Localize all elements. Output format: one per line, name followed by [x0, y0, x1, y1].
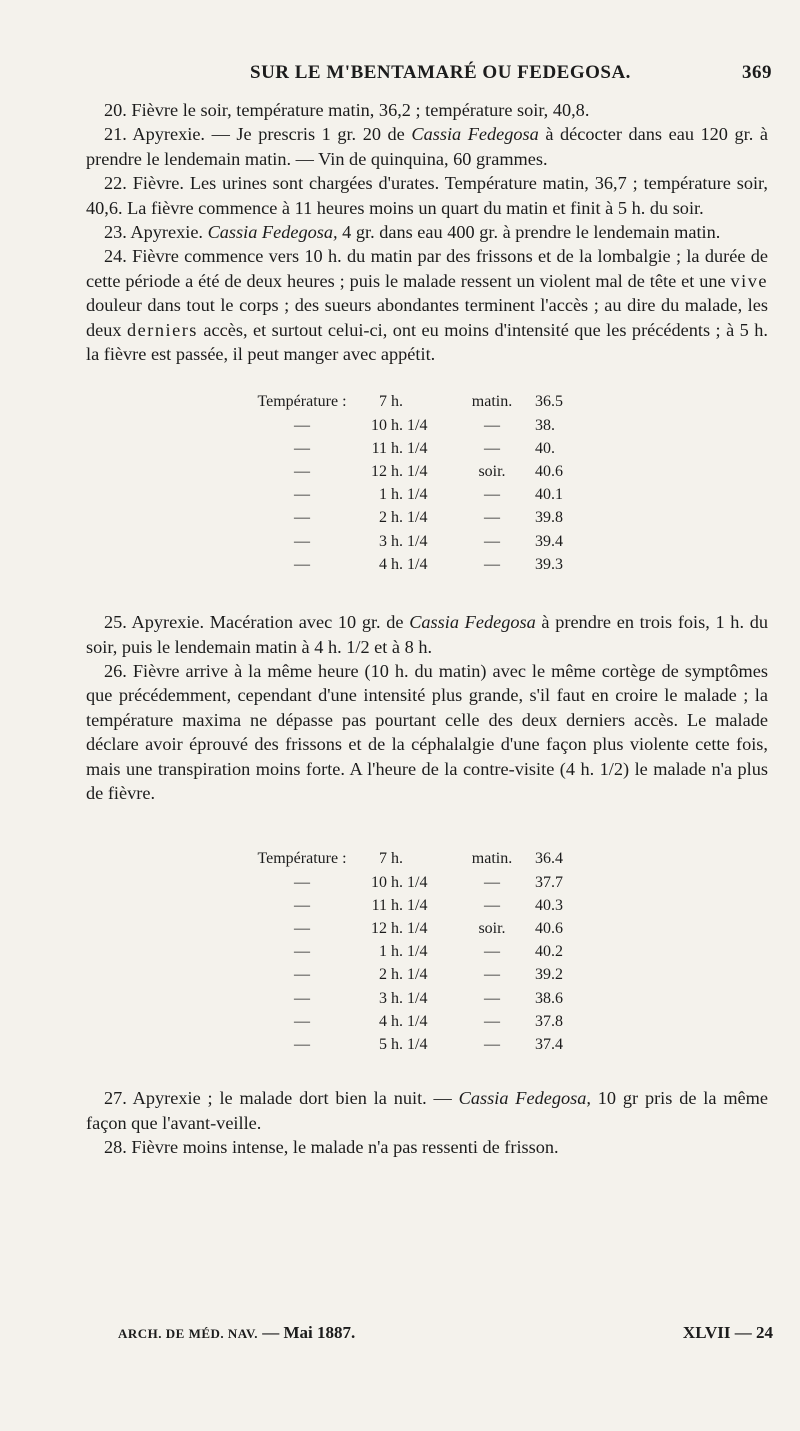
- row-label: —: [294, 509, 310, 527]
- temperature-value: 40.3: [535, 896, 563, 914]
- italic-term: Cassia Fedegosa: [411, 124, 539, 145]
- hour-cell: 11 h.: [371, 896, 403, 914]
- hour-cell: 12 h.: [371, 919, 403, 937]
- text-run: 26. Fièvre arrive à la même heure (10 h. du matin) avec le même cortège de symptômes que précédemment, cependant d'une intensité plus grande, s'il faut en croire le malade ; la température maxima ne dépasse pas pourtant celle des deux derniers accès. Le malade déclare avoir éprouvé des frissons et de la céphalalgie d'une façon plus violente cette fois, mais une transpiration moins forte. A l'heure de la contre-visite (4 h. 1/2) le malade n'a plus de fièvre.: [86, 660, 768, 803]
- text-run: 20. Fièvre le soir, température matin, 36,2 ; température soir, 40,8.: [104, 100, 590, 120]
- table-row: [241, 460, 575, 483]
- period-cell: matin.: [471, 393, 513, 411]
- hour-cell: 1 h.: [379, 486, 403, 504]
- text-run: 4 gr. dans eau 400 gr. à prendre le lendemain matin.: [337, 222, 721, 243]
- hour-cell: 5 h.: [379, 1035, 403, 1053]
- fraction-cell: 1/4: [407, 439, 428, 457]
- fraction-cell: 1/4: [407, 1012, 428, 1030]
- period-cell: —: [484, 509, 500, 527]
- period-cell: —: [484, 989, 500, 1007]
- paragraph-24: [86, 244, 768, 366]
- text-run: 21. Apyrexie. — Je prescris 1 gr. 20 de: [104, 124, 412, 145]
- footer-journal: ARCH. DE MÉD. NAV.: [118, 1326, 258, 1341]
- row-label: —: [294, 989, 310, 1007]
- fraction-cell: 1/4: [407, 486, 428, 504]
- fraction-cell: 1/4: [407, 532, 428, 550]
- row-label: —: [294, 555, 310, 573]
- temperature-value: 39.8: [535, 509, 563, 527]
- running-header: [86, 62, 772, 88]
- row-label: —: [294, 873, 310, 891]
- row-label: —: [294, 896, 310, 914]
- table-row: [241, 871, 575, 894]
- table-row: [241, 894, 575, 917]
- table-row: [241, 847, 575, 870]
- period-cell: —: [484, 873, 500, 891]
- row-label: —: [294, 1012, 310, 1030]
- temperature-value: 37.8: [535, 1012, 563, 1030]
- paragraph-23: [86, 220, 768, 244]
- temperature-table-1: [241, 390, 575, 576]
- text-run: vive: [730, 270, 768, 291]
- paragraph-20: [86, 98, 768, 122]
- table-row: [241, 506, 575, 529]
- temperature-value: 38.6: [535, 989, 563, 1007]
- fraction-cell: [407, 390, 457, 413]
- period-cell: soir.: [478, 919, 506, 937]
- hour-cell: 3 h.: [379, 532, 403, 550]
- row-label: —: [294, 1035, 310, 1053]
- table-row: [241, 553, 575, 576]
- temperature-value: 39.2: [535, 966, 563, 984]
- period-cell: —: [484, 439, 500, 457]
- table-row: [241, 1033, 575, 1056]
- row-label: —: [294, 966, 310, 984]
- temperature-value: 40.: [535, 439, 555, 457]
- text-run: à prendre en trois fois, 1 h. du soir, puis le lendemain matin à 4 h. 1/2 et à 8 h.: [86, 612, 768, 657]
- paragraph-27: [86, 1086, 768, 1135]
- page-footer: [118, 1323, 773, 1349]
- temperature-value: 37.7: [535, 873, 563, 891]
- temperature-value: 40.1: [535, 486, 563, 504]
- hour-cell: 4 h.: [379, 555, 403, 573]
- period-cell: soir.: [478, 463, 506, 481]
- fraction-cell: 1/4: [407, 416, 428, 434]
- table-row: [241, 917, 575, 940]
- hour-cell: 2 h.: [379, 966, 403, 984]
- fraction-cell: 1/4: [407, 943, 428, 961]
- page-number: 369: [742, 62, 772, 83]
- table-row: [241, 483, 575, 506]
- fraction-cell: 1/4: [407, 463, 428, 481]
- text-run: derniers: [127, 319, 198, 340]
- row-label: —: [294, 943, 310, 961]
- temperature-value: 36.4: [535, 850, 563, 868]
- period-cell: —: [484, 1035, 500, 1053]
- text-run: 25. Apyrexie. Macération avec 10 gr. de: [104, 612, 410, 633]
- footer-citation: [118, 1323, 355, 1343]
- text-run: douleur dans tout le corps ; des sueurs abondantes terminent l'accès ; au dire du malade, les deux: [86, 295, 768, 340]
- page-body: [86, 98, 768, 1159]
- temperature-value: 40.6: [535, 919, 563, 937]
- row-label: —: [294, 439, 310, 457]
- fraction-cell: 1/4: [407, 989, 428, 1007]
- text-run: 22. Fièvre. Les urines sont chargées d'urates. Température matin, 36,7 ; température soir, 40,6. La fièvre commence à 11 heures moins un quart du matin et finit à 5 h. du soir.: [86, 173, 768, 218]
- header-title: SUR LE M'BENTAMARÉ OU FEDEGOSA.: [250, 62, 631, 83]
- temperature-table-2: [241, 847, 575, 1056]
- temperature-value: 37.4: [535, 1035, 563, 1053]
- hour-cell: 2 h.: [379, 509, 403, 527]
- table-row: [241, 437, 575, 460]
- hour-cell: 12 h.: [371, 463, 403, 481]
- row-label: Température :: [257, 850, 347, 868]
- period-cell: —: [484, 555, 500, 573]
- fraction-cell: 1/4: [407, 873, 428, 891]
- table-row: [241, 1010, 575, 1033]
- period-cell: —: [484, 966, 500, 984]
- text-run: accès, et surtout celui-ci, ont eu moins d'intensité que les précédents ; à 5 h. la fièvre est passée, il peut manger avec appétit.: [86, 319, 768, 365]
- table-row: [241, 940, 575, 963]
- temperature-value: 40.2: [535, 943, 563, 961]
- table-row: [241, 390, 575, 413]
- text-run: à décocter dans eau 120 gr. à prendre le lendemain matin. — Vin de quinquina, 60 grammes.: [86, 124, 768, 169]
- italic-term: Cassia Fedegosa: [409, 612, 536, 633]
- paragraph-26: [86, 659, 768, 805]
- paragraph-21: [86, 122, 768, 171]
- period-cell: —: [484, 532, 500, 550]
- temperature-value: 39.3: [535, 555, 563, 573]
- hour-cell: 7 h.: [379, 393, 403, 411]
- paragraph-22: [86, 171, 768, 220]
- table-row: [241, 530, 575, 553]
- paragraph-25: [86, 610, 768, 659]
- row-label: —: [294, 486, 310, 504]
- hour-cell: 1 h.: [379, 943, 403, 961]
- period-cell: matin.: [471, 850, 513, 868]
- text-run: 24. Fièvre commence vers 10 h. du matin par des frissons et de la lombalgie ; la durée de cette période a été de deux heures ; puis le malade ressent un violent mal de tête et une: [86, 246, 768, 291]
- text-run: 27. Apyrexie ; le malade dort bien la nuit. —: [104, 1088, 459, 1109]
- period-cell: —: [484, 896, 500, 914]
- period-cell: —: [484, 416, 500, 434]
- hour-cell: 11 h.: [371, 439, 403, 457]
- row-label: —: [294, 463, 310, 481]
- fraction-cell: 1/4: [407, 509, 428, 527]
- period-cell: —: [484, 486, 500, 504]
- temperature-value: 36.5: [535, 393, 563, 411]
- temperature-value: 38.: [535, 416, 555, 434]
- italic-term: Cassia Fedegosa,: [458, 1088, 591, 1109]
- table-row: [241, 963, 575, 986]
- temperature-value: 40.6: [535, 463, 563, 481]
- hour-cell: 7 h.: [379, 850, 403, 868]
- fraction-cell: 1/4: [407, 555, 428, 573]
- fraction-cell: 1/4: [407, 966, 428, 984]
- hour-cell: 10 h.: [371, 873, 403, 891]
- hour-cell: 4 h.: [379, 1012, 403, 1030]
- fraction-cell: [407, 847, 457, 870]
- row-label: —: [294, 919, 310, 937]
- footer-date: — Mai 1887.: [262, 1323, 356, 1342]
- row-label: —: [294, 416, 310, 434]
- text-run: 23. Apyrexie.: [104, 222, 208, 243]
- hour-cell: 10 h.: [371, 416, 403, 434]
- text-run: 28. Fièvre moins intense, le malade n'a pas ressenti de frisson.: [104, 1136, 559, 1157]
- row-label: Température :: [257, 393, 347, 411]
- period-cell: —: [484, 1012, 500, 1030]
- table-row: [241, 987, 575, 1010]
- hour-cell: 3 h.: [379, 989, 403, 1007]
- fraction-cell: 1/4: [407, 1035, 428, 1053]
- fraction-cell: 1/4: [407, 919, 428, 937]
- fraction-cell: 1/4: [407, 896, 428, 914]
- temperature-value: 39.4: [535, 532, 563, 550]
- text-run: 10 gr pris de la même façon que l'avant-veille.: [86, 1088, 768, 1133]
- italic-term: Cassia Fedegosa,: [207, 222, 338, 243]
- period-cell: —: [484, 943, 500, 961]
- row-label: —: [294, 532, 310, 550]
- paragraph-28: [86, 1135, 768, 1159]
- table-row: [241, 414, 575, 437]
- footer-volume: XLVII — 24: [682, 1323, 773, 1342]
